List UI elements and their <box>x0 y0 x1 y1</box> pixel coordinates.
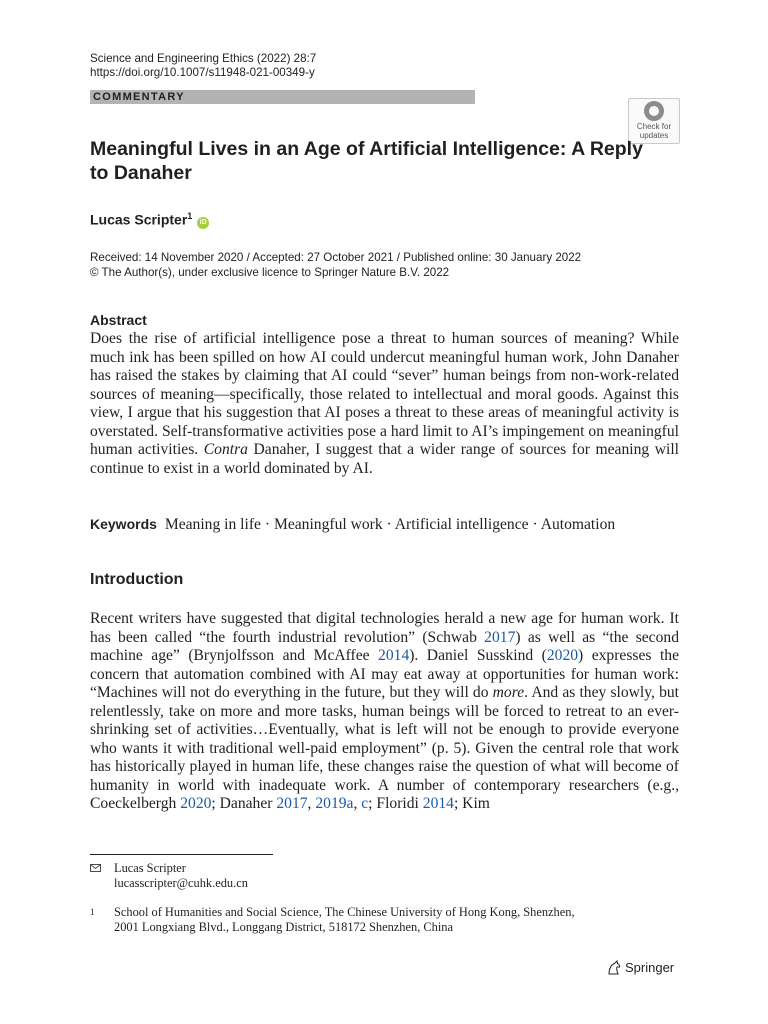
orcid-icon[interactable]: iD <box>197 217 209 229</box>
author-affiliation-mark: 1 <box>187 211 193 221</box>
check-updates-icon <box>644 101 664 121</box>
emphasis-more: more <box>492 684 525 701</box>
citation-link[interactable]: 2014 <box>422 795 454 812</box>
affiliation-line-1: School of Humanities and Social Science, The Chinese University of Hong Kong, Shenzhen, <box>114 905 575 919</box>
keywords-terms: Meaning in life · Meaningful work · Artificial intelligence · Automation <box>164 516 616 533</box>
introduction-paragraph: Recent writers have suggested that digital technologies herald a new age for human work. It has been called “the fourth industrial revolution” (Schwab 2017) as well as “the second machine age” (Brynjolfsson and McAffee 2014). Daniel Susskind (2020) expresses the concern that automation combined with AI may eat away at opportunities for human work: “Machines will not do everything in the future, but they will do more. And as they slowly, but relentlessly, take on more and more tasks, human beings will be forced to retreat to an ever-shrinking set of activities…Eventually, what is left will not be enough to provide everyone who wants it with traditional well-paid employment” (p. 5). Given the central role that work has historically played in human life, these changes raise the question of what will become of humanity in world with inadequate work. A number of contemporary researchers (e.g., Coeckelbergh 2020; Danaher 2017, 2019a, c; Floridi 2014; Kim <box>90 610 680 812</box>
journal-citation: Science and Engineering Ethics (2022) 28:7 <box>90 52 317 65</box>
citation-link[interactable]: 2017 <box>484 628 516 646</box>
affiliation-line-2: 2001 Longxiang Blvd., Longgang District, 518172 Shenzhen, China <box>114 920 453 934</box>
contact-name: Lucas Scripter <box>114 861 186 875</box>
citation-link[interactable]: 2014 <box>378 647 410 664</box>
citation-link[interactable]: c <box>361 795 369 812</box>
footnotes <box>90 861 575 935</box>
abstract-heading: Abstract <box>90 312 147 328</box>
doi-link[interactable]: https://doi.org/10.1007/s11948-021-00349-y <box>90 66 315 79</box>
journal-header <box>90 52 316 80</box>
author-name[interactable]: Lucas Scripter <box>90 211 188 228</box>
contact-email[interactable]: lucasscripter@cuhk.edu.cn <box>114 876 248 890</box>
citation-link[interactable]: 2019a <box>315 795 354 812</box>
publisher-logo <box>606 958 674 978</box>
citation-link[interactable]: 2017 <box>276 795 308 812</box>
contact-footnote <box>90 861 575 891</box>
publisher-name: Springer <box>625 960 675 975</box>
abstract-contra: Contra <box>203 441 248 458</box>
affiliation-mark: 1 <box>90 907 95 917</box>
article-title: Meaningful Lives in an Age of Artificial Intelligence: A Reply to Danaher <box>90 138 643 184</box>
springer-horse-icon <box>606 960 622 976</box>
affiliation-footnote <box>90 905 575 935</box>
license-notice: © The Author(s), under exclusive licence to Springer Nature B.V. 2022 <box>90 266 450 279</box>
keywords-label: Keywords <box>90 516 157 532</box>
publication-dates: Received: 14 November 2020 / Accepted: 27 October 2021 / Published online: 30 January 2022 <box>90 251 582 264</box>
abstract-body <box>90 330 679 478</box>
footnote-divider <box>90 854 273 855</box>
abstract-text-end: Danaher, I suggest that a wider range of sources for meaning will continue to exist in a world dominated by AI. <box>90 441 679 477</box>
mail-icon <box>90 864 101 872</box>
abstract-text-main: Does the rise of artificial intelligence pose a threat to human sources of meaning? While much ink has been spilled on how AI could undercut meaningful human work, John Danaher has raised the stakes by claiming that AI could “sever” human beings from non-work-related sources of meaning—specifically, those related to intellectual and moral goods. Against this view, I argue that his suggestion that AI poses a threat to these areas of meaningful activity is overstated. Self-transformative activities pose a hard limit to AI’s impingement on meaningful human activities. <box>90 330 679 458</box>
check-updates-line2: updates <box>639 131 669 140</box>
citation-link[interactable]: 2020 <box>546 647 579 664</box>
introduction-heading: Introduction <box>90 571 184 588</box>
citation-link[interactable]: 2020 <box>180 795 212 812</box>
author-line <box>90 207 209 229</box>
check-updates-line1: Check for <box>636 122 672 131</box>
article-type-label: COMMENTARY <box>93 91 185 103</box>
keywords <box>90 514 615 535</box>
